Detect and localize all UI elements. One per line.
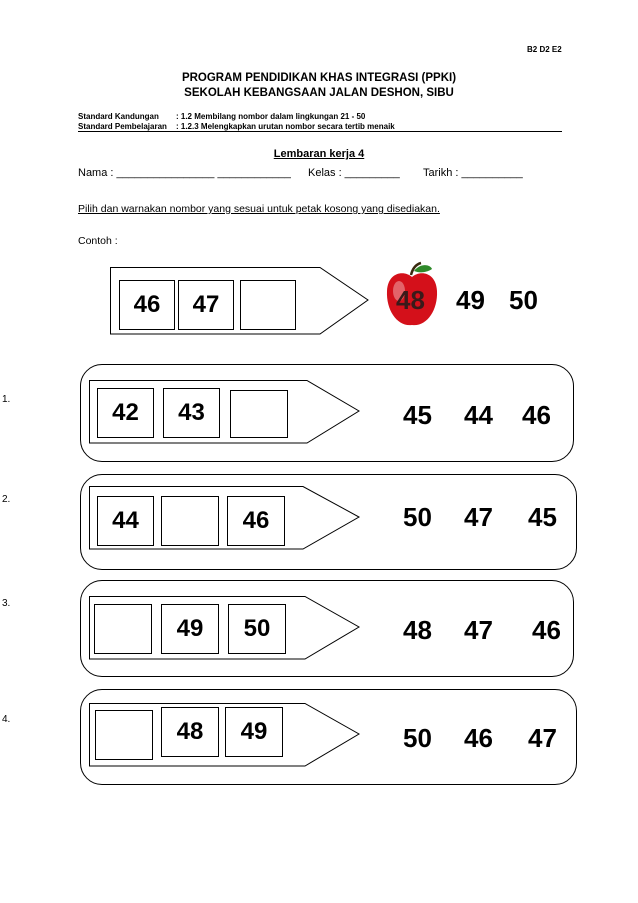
question-2-box-1[interactable]: 44 bbox=[97, 496, 154, 546]
question-2-box-2[interactable] bbox=[161, 496, 219, 546]
question-3-box-1[interactable] bbox=[94, 604, 152, 654]
question-2-option-2[interactable]: 47 bbox=[464, 502, 493, 532]
question-2-option-3[interactable]: 45 bbox=[528, 502, 557, 532]
example-option-3[interactable]: 50 bbox=[509, 285, 538, 315]
question-4-box-2[interactable]: 48 bbox=[161, 707, 219, 757]
question-4-number: 4. bbox=[2, 714, 11, 725]
question-4-box-3[interactable]: 49 bbox=[225, 707, 283, 757]
tarikh-field[interactable]: Tarikh : __________ bbox=[423, 167, 523, 179]
question-2-number: 2. bbox=[2, 494, 11, 505]
question-4-option-3[interactable]: 47 bbox=[528, 723, 557, 753]
standard-pembelajaran-value: : 1.2.3 Melengkapkan urutan nombor secara tertib menaik bbox=[176, 122, 395, 131]
question-1-option-1[interactable]: 45 bbox=[403, 400, 432, 430]
worksheet-title: Lembaran kerja 4 bbox=[273, 148, 365, 160]
question-3-box-3[interactable]: 50 bbox=[228, 604, 286, 654]
document-code: B2 D2 E2 bbox=[527, 45, 562, 54]
standard-kandungan-value: : 1.2 Membilang nombor dalam lingkungan 21 - 50 bbox=[176, 112, 366, 121]
question-1-option-2[interactable]: 44 bbox=[464, 400, 493, 430]
question-3-option-2[interactable]: 47 bbox=[464, 615, 493, 645]
nama-field[interactable]: Nama : ________________ ____________ bbox=[78, 167, 291, 179]
standard-kandungan-label: Standard Kandungan bbox=[78, 112, 159, 121]
question-1-box-2[interactable]: 43 bbox=[163, 388, 220, 438]
school-name: SEKOLAH KEBANGSAAN JALAN DESHON, SIBU bbox=[184, 87, 454, 99]
header-divider bbox=[78, 131, 562, 132]
program-title: PROGRAM PENDIDIKAN KHAS INTEGRASI (PPKI) bbox=[181, 72, 457, 84]
example-box-3[interactable] bbox=[240, 280, 296, 330]
question-1-option-3[interactable]: 46 bbox=[522, 400, 551, 430]
example-box-1[interactable]: 46 bbox=[119, 280, 175, 330]
example-label: Contoh : bbox=[78, 235, 118, 247]
question-1-number: 1. bbox=[2, 394, 11, 405]
kelas-field[interactable]: Kelas : _________ bbox=[308, 167, 400, 179]
question-4-option-2[interactable]: 46 bbox=[464, 723, 493, 753]
example-option-1[interactable]: 48 bbox=[396, 285, 425, 315]
example-option-2[interactable]: 49 bbox=[456, 285, 485, 315]
example-box-2[interactable]: 47 bbox=[178, 280, 234, 330]
question-3-box-2[interactable]: 49 bbox=[161, 604, 219, 654]
question-4-option-1[interactable]: 50 bbox=[403, 723, 432, 753]
question-3-number: 3. bbox=[2, 598, 11, 609]
question-3-option-3[interactable]: 46 bbox=[532, 615, 561, 645]
instruction-text: Pilih dan warnakan nombor yang sesuai untuk petak kosong yang disediakan. bbox=[78, 203, 440, 215]
question-3-option-1[interactable]: 48 bbox=[403, 615, 432, 645]
question-1-box-3[interactable] bbox=[230, 390, 288, 438]
question-2-box-3[interactable]: 46 bbox=[227, 496, 285, 546]
question-2-option-1[interactable]: 50 bbox=[403, 502, 432, 532]
standard-pembelajaran-label: Standard Pembelajaran bbox=[78, 122, 167, 131]
question-1-box-1[interactable]: 42 bbox=[97, 388, 154, 438]
question-4-box-1[interactable] bbox=[95, 710, 153, 760]
